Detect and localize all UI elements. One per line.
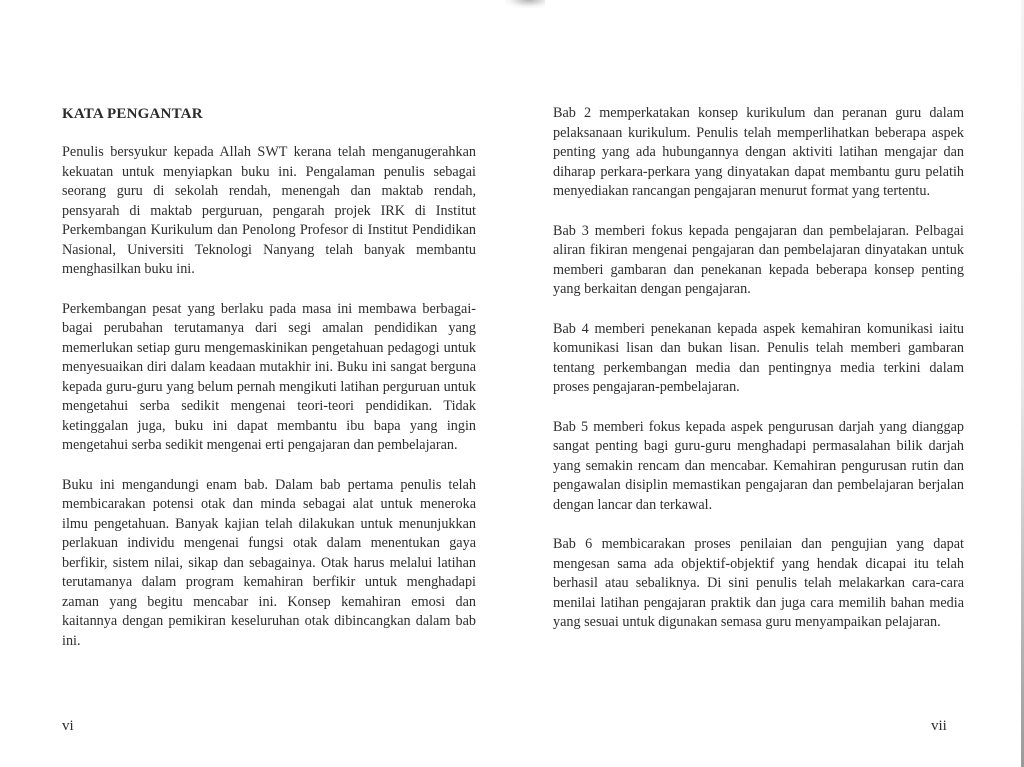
paragraph-chapter-2: Bab 2 memperkatakan konsep kurikulum dan peranan guru dalam pelaksanaan kurikulum. Penulis telah memperlihatkan beberapa aspek penting yang ada hubungannya dengan aktiviti latihan mengajar dan diharap perkara-perkara yang dinyatakan dapat membantu guru pelatih menyediakan rancangan pengajaran menurut format yang tertentu. (553, 105, 964, 199)
paragraph-chapter-5: Bab 5 memberi fokus kepada aspek pengurusan darjah yang dianggap sangat penting bagi guru-guru menghadapi permasalahan bilik darjah yang semakin rencam dan mencabar. Kemahiran pengurusan rutin dan pengawalan disiplin memastikan pengajaran dan pembelajaran berjalan dengan lancar dan terkawal. (553, 418, 964, 513)
paragraph-chapter-6: Bab 6 membicarakan proses penilaian dan pengujian yang dapat mengesan sama ada objektif-objektif yang hendak dicapai itu telah berhasil atau sebaliknya. Di sini penulis telah melakarkan cara-cara menilai latihan pengajaran praktik dan juga cara memilih bahan media yang sesuai untuk digunakan semasa guru menyampaikan pelajaran. (553, 536, 964, 630)
left-page (62, 0, 476, 767)
page-number-right: vii (931, 718, 947, 734)
left-text-column (62, 143, 476, 671)
paragraph-chapter-1: Buku ini mengandungi enam bab. Dalam bab pertama penulis telah membicarakan potensi otak dan minda sebagai alat untuk meneroka ilmu pengetahuan. Banyak kajian telah dilakukan untuk menunjukkan perlakuan individu mengenai fungsi otak dalam menentukan gaya berfikir, sistem nilai, sikap dan sebagainya. Otak harus melalui latihan terutamanya dalam program kemahiran berfikir untuk menghadapi zaman yang begitu mencabar ini. Konsep kemahiran emosi dan kaitannya dengan pemikiran keseluruhan otak dibincangkan dalam bab ini. (62, 476, 476, 649)
right-page (553, 0, 964, 767)
page-title: KATA PENGANTAR (62, 106, 203, 122)
paragraph-development: Perkembangan pesat yang berlaku pada masa ini membawa berbagai-bagai perubahan terutamanya dari segi amalan pendidikan yang memerlukan setiap guru mengemaskinikan pengetahuan pedagogi untuk menyesuaikan diri dalam keadaan mutakhir ini. Buku ini sangat berguna kepada guru-guru yang belum pernah mengikuti latihan perguruan untuk mengetahui serba sedikit mengenai teori-teori pendidikan. Tidak ketinggalan juga, buku ini dapat membantu ibu bapa yang ingin mengetahui serba sedikit mengenai erti pengajaran dan pembelajaran. (62, 300, 476, 453)
paragraph-chapter-4: Bab 4 memberi penekanan kepada aspek kemahiran komunikasi iaitu komunikasi lisan dan bukan lisan. Penulis telah memberi gambaran tentang perkembangan media dan pentingnya media terkini dalam proses pengajaran-pembelajaran. (553, 320, 964, 395)
paragraph-intro: Penulis bersyukur kepada Allah SWT kerana telah menganugerahkan kekuatan untuk menyiapkan buku ini. Pengalaman penulis sebagai seorang guru di sekolah rendah, menengah dan maktab rendah, pensyarah di maktab perguruan, pengarah projek IRK di Institut Perkembangan Kurikulum dan Penolong Profesor di Institut Pendidikan Nasional, Universiti Teknologi Nanyang telah banyak membantu menghasilkan buku ini. (62, 144, 476, 277)
page-number-left: vi (62, 718, 74, 734)
paragraph-chapter-3: Bab 3 memberi fokus kepada pengajaran dan pembelajaran. Pelbagai aliran fikiran mengenai pengajaran dan pembelajaran dinyatakan untuk memberi gambaran dan penekanan kepada beberapa konsep penting yang berkaitan dengan pengajaran. (553, 222, 964, 297)
scan-shadow (505, 0, 545, 8)
right-text-column (553, 104, 964, 653)
